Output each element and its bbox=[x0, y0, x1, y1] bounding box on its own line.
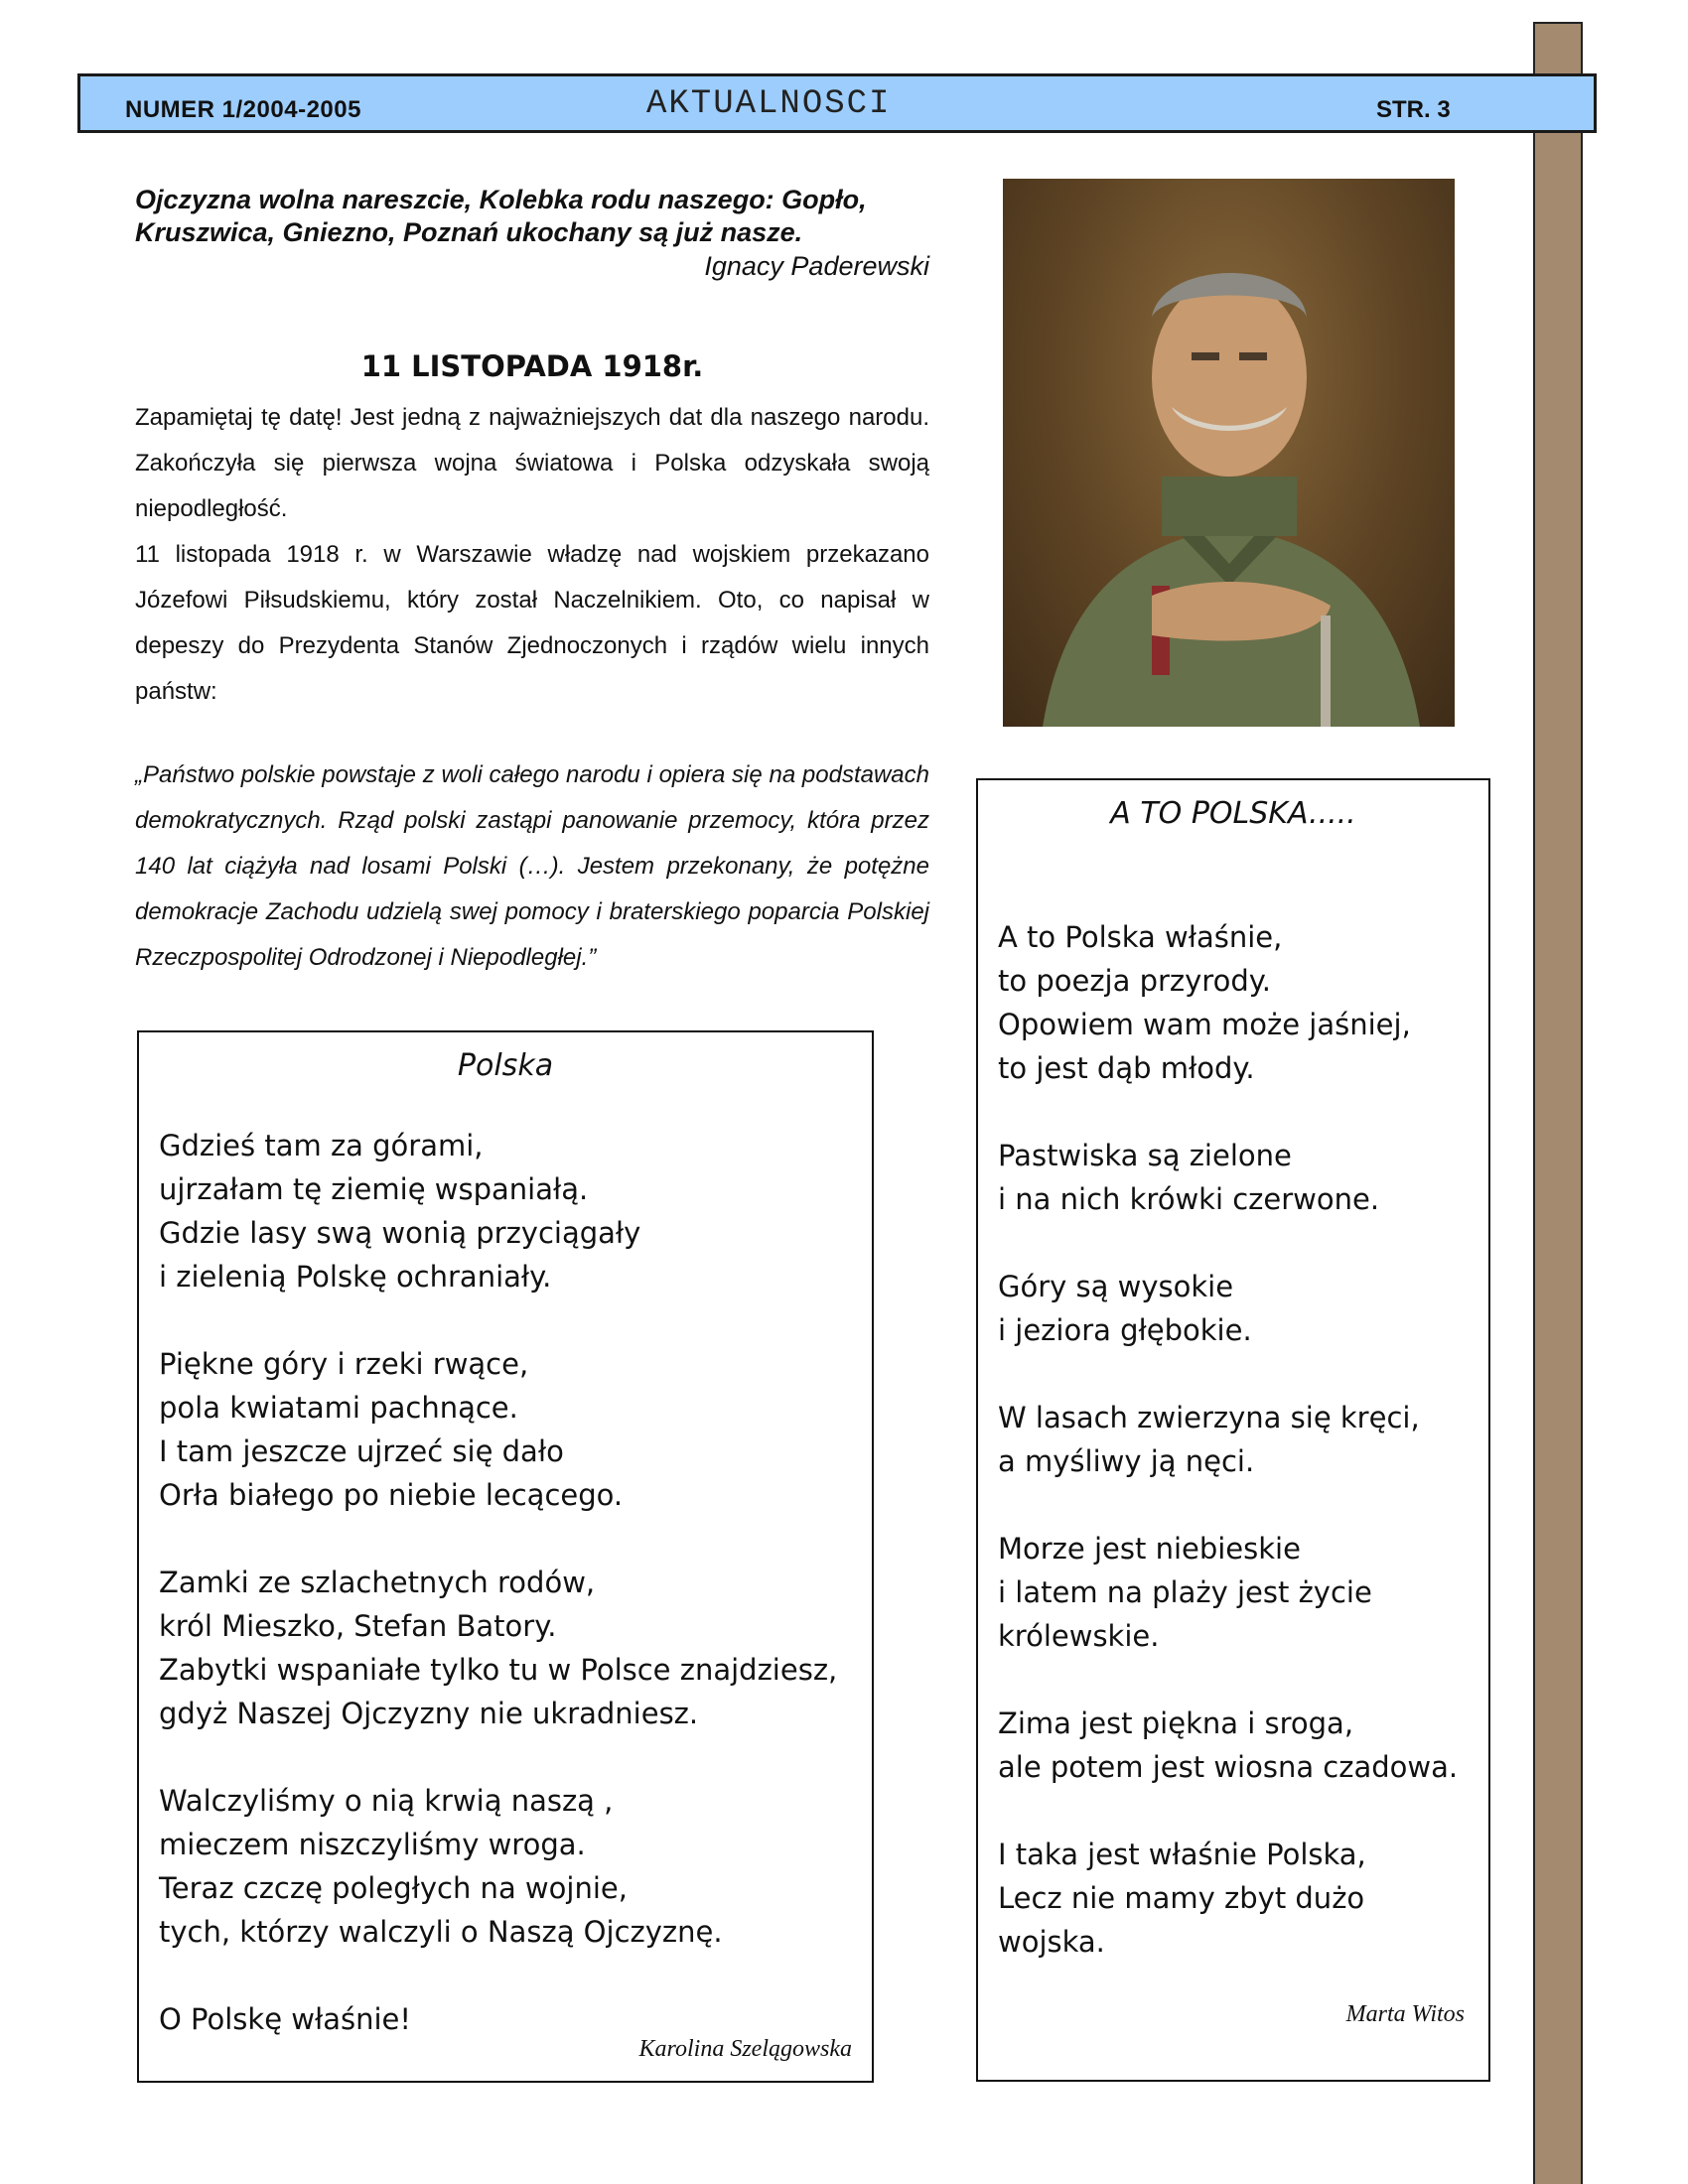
poem-box-a-to-polska bbox=[976, 778, 1490, 2082]
poem-author: Marta Witos bbox=[1345, 2001, 1465, 2027]
pilsudski-dispatch-quote: „Państwo polskie powstaje z woli całego narodu i opiera się na podstawach demokratycznych. Rząd polski zastąpi panowanie przemocy, która przez 140 lat ciążyła nad losami Polski (…). Jestem przekonany, że potężne demokracje Zachodu udzielą swej pomocy i braterskiego poparcia Polskiej Rzeczpospolitej Odrodzonej i Niepodległej.” bbox=[135, 761, 929, 971]
poem-text: A to Polska właśnie, to poezja przyrody. Opowiem wam może jaśniej, to jest dąb młody. Pastwiska są zielone i na nich krówki czerwone. Góry są wysokie i jeziora głębokie. W lasach zwierzyna się kręci, a myśliwy ją nęci. Morze jest niebieskie i latem na plaży jest życie królewskie. Zima jest piękna i sroga, ale potem jest wiosna czadowa. I taka jest właśnie Polska, Lecz nie mamy zbyt dużo wojska. bbox=[998, 920, 1459, 1959]
article-paragraph: 11 listopada 1918 r. w Warszawie władzę nad wojskiem przekazano Józefowi Piłsudskiemu, który został Naczelnikiem. Oto, co napisał w depeszy do Prezydenta Stanów Zjednoczonych i rządów wielu innych państw: bbox=[135, 541, 929, 705]
article-body bbox=[135, 395, 929, 715]
poem-author: Karolina Szelągowska bbox=[638, 2036, 852, 2062]
page-header bbox=[77, 73, 1597, 133]
poem-title: Polska bbox=[457, 1048, 554, 1083]
poem-text: Gdzieś tam za górami, ujrzałam tę ziemię wspaniałą. Gdzie lasy swą wonią przyciągały i zielenią Polskę ochraniały. Piękne góry i rzeki rwące, pola kwiatami pachnące. I tam jeszcze ujrzeć się dało Orła białego po niebie lecącego. Zamki ze szlachetnych rodów, król Mieszko, Stefan Batory. Zabytki wspaniałe tylko tu w Polsce znajdziesz, gdyż Naszej Ojczyzny nie ukradniesz. Walczyliśmy o nią krwią naszą , mieczem niszczyliśmy wroga. Teraz czczę poległych na wojnie, tych, którzy walczyli o Naszą Ojczyznę. O Polskę właśnie! bbox=[159, 1129, 838, 2036]
poem-box-polska bbox=[137, 1030, 874, 2083]
poem-title: A TO POLSKA..... bbox=[1110, 796, 1356, 831]
decorative-side-bar bbox=[1533, 22, 1583, 2184]
article-title: 11 LISTOPADA 1918r. bbox=[360, 349, 704, 383]
page-number: STR. 3 bbox=[1376, 96, 1451, 123]
article-paragraph: Zapamiętaj tę datę! Jest jedną z najważniejszych dat dla naszego narodu. Zakończyła się pierwsza wojna światowa i Polska odzyskała swoją niepodległość. bbox=[135, 404, 929, 522]
epigraph-quote: Ojczyzna wolna nareszcie, Kolebka rodu naszego: Gopło, Kruszwica, Gniezno, Poznań ukochany są już nasze. bbox=[135, 185, 867, 247]
epigraph-author: Ignacy Paderewski bbox=[704, 251, 929, 281]
portrait-image bbox=[1003, 179, 1455, 727]
issue-number: NUMER 1/2004-2005 bbox=[125, 96, 361, 123]
section-name: AKTUALNOSCI bbox=[646, 85, 892, 123]
